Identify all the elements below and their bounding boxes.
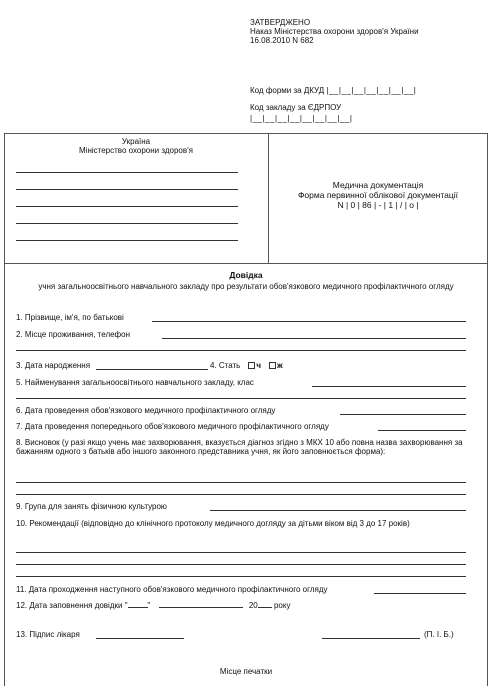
field-2-label: 2. Місце проживання, телефон [16, 330, 131, 339]
medical-doc-form: Форма первинної облікової документації [297, 189, 459, 200]
field-5-input-line2[interactable] [16, 398, 466, 399]
field-6-label: 6. Дата проведення обов'язкового медичного профілактичного огляду [16, 406, 276, 415]
field-10-input-line2[interactable] [16, 564, 466, 565]
field-10-label: 10. Рекомендації (відповідно до клінічного протоколу медичного догляду за дітьми віком від 3 до 17 років) [16, 519, 410, 528]
field-8-label: 8. Висновок (у разі якщо учень має захворювання, вказується діагноз згідно з МКХ 10 або повна назва захворювання за бажанням одного з батьків або іншого законного представника учня, як його заповнюється форма): [16, 438, 463, 457]
doctor-name-input[interactable] [322, 638, 420, 639]
dkud-label: Код форми за ДКУД [250, 86, 325, 95]
field-12-year-suffix: року [273, 601, 291, 610]
medical-doc-block [270, 181, 486, 210]
edrpou-cells[interactable]: |__|__|__|__|__|__|__|__| [250, 114, 353, 124]
field-6-input[interactable] [340, 414, 466, 415]
approval-order: Наказ Міністерства охорони здоров'я України [250, 27, 419, 37]
field-12-month-input[interactable] [159, 607, 243, 608]
country-name: Україна [121, 137, 151, 146]
sex-male-checkbox[interactable] [248, 362, 255, 369]
field-9-label: 9. Група для занять фізичною культурою [16, 502, 167, 511]
medical-doc-title: Медична документація [332, 180, 424, 190]
doctor-signature-input[interactable] [96, 638, 184, 639]
document-title: Довідка [229, 270, 263, 280]
institution-line-2[interactable] [16, 189, 238, 190]
field-5-input[interactable] [312, 386, 466, 387]
field-1-label: 1. Прізвище, ім'я, по батькові [16, 313, 124, 322]
field-12-label: 12. Дата заповнення довідки " [16, 601, 128, 610]
dkud-cells[interactable]: |__|__|__|__|__|__|__| [326, 86, 417, 95]
edrpou-label: Код закладу за ЄДРПОУ [250, 103, 342, 113]
field-8-input-line2[interactable] [16, 494, 466, 495]
document-subtitle: учня загальноосвітнього навчального закладу про результати обов'язкового медичного профілактичного огляду [38, 282, 454, 291]
stamp-place-label: Місце печатки [219, 667, 273, 676]
institution-line-1[interactable] [16, 172, 238, 173]
medical-doc-number: N | 0 | 86 | - | 1 | / | о | [337, 199, 419, 210]
header-divider-horizontal [4, 263, 488, 264]
approval-block [250, 18, 480, 46]
field-2-input[interactable] [162, 338, 466, 339]
sex-male-label: ч [256, 361, 262, 370]
field-12-quote: " [147, 601, 151, 610]
field-7-label: 7. Дата проведення попереднього обов'язкового медичного профілактичного огляду [16, 422, 329, 431]
approval-heading: ЗАТВЕРДЖЕНО [250, 18, 311, 27]
field-12-year-prefix: 20 [248, 601, 258, 610]
field-4-label: 4. Стать [210, 361, 241, 370]
field-11-label: 11. Дата проходження наступного обов'язкового медичного профілактичного огляду [16, 585, 328, 594]
field-4-row [210, 361, 283, 370]
dkud-code-row [250, 86, 480, 95]
ministry-block [6, 137, 266, 155]
pib-label: (П. І. Б.) [424, 630, 454, 639]
field-10-input-line1[interactable] [16, 552, 466, 553]
field-9-input[interactable] [210, 510, 466, 511]
field-13-label: 13. Підпис лікаря [16, 630, 80, 639]
field-12-row [16, 601, 290, 610]
approval-date: 16.08.2010 N 682 [250, 36, 314, 46]
field-10-input-line3[interactable] [16, 576, 466, 577]
sex-female-checkbox[interactable] [269, 362, 276, 369]
field-2-input-line2[interactable] [16, 350, 466, 351]
header-divider-vertical [268, 133, 269, 263]
field-3-input[interactable] [96, 369, 208, 370]
field-11-input[interactable] [374, 593, 466, 594]
field-12-day-input[interactable] [128, 607, 148, 608]
institution-line-3[interactable] [16, 206, 238, 207]
institution-line-4[interactable] [16, 223, 238, 224]
institution-line-5[interactable] [16, 240, 238, 241]
field-5-label: 5. Найменування загальноосвітнього навчального закладу, клас [16, 378, 254, 387]
field-8-input-line1[interactable] [16, 482, 466, 483]
field-7-input[interactable] [378, 430, 466, 431]
field-12-year-input[interactable] [258, 607, 272, 608]
ministry-name: Міністерство охорони здоров'я [79, 146, 193, 156]
field-1-input[interactable] [152, 321, 466, 322]
codes-block [250, 86, 480, 124]
field-3-label: 3. Дата народження [16, 361, 91, 370]
sex-female-label: ж [277, 361, 283, 370]
